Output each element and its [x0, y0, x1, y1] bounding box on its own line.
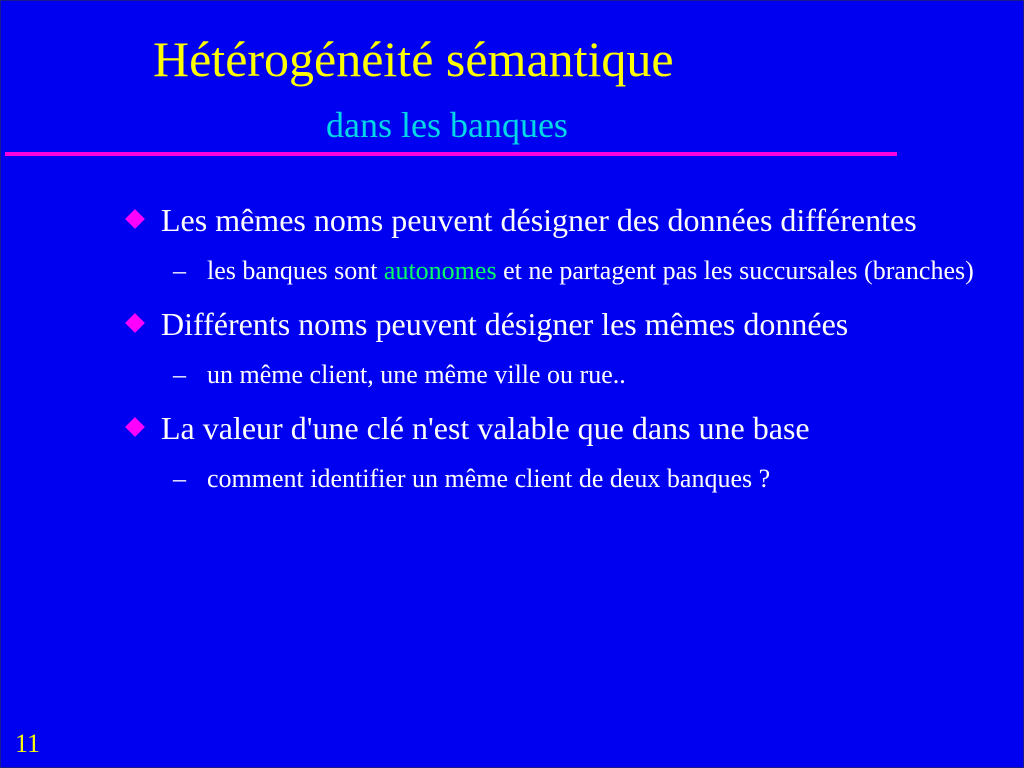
page-number: 11 — [15, 729, 41, 758]
sub-bullet-text-after: et ne partagent pas les succursales (branches) — [496, 256, 974, 285]
sub-bullet-text-before: les banques sont — [207, 256, 384, 285]
bullet-text: Les mêmes noms peuvent désigner des données différentes — [161, 202, 917, 238]
sub-bullet-text: un même client, une même ville ou rue.. — [207, 360, 626, 389]
dash-marker: – — [173, 360, 186, 389]
bullet-item-2 — [123, 301, 993, 347]
sub-bullet-1 — [123, 253, 993, 289]
highlighted-word: autonomes — [383, 256, 497, 285]
dash-marker: – — [173, 464, 186, 493]
diamond-bullet-icon — [125, 313, 145, 333]
diamond-bullet-icon — [125, 417, 145, 437]
slide-subtitle: dans les banques — [326, 105, 568, 145]
bullet-text: La valeur d'une clé n'est valable que dans une base — [161, 410, 810, 446]
sub-bullet-3 — [123, 461, 993, 497]
slide-title: Hétérogénéité sémantique — [153, 31, 674, 87]
dash-marker: – — [173, 256, 186, 285]
title-divider — [5, 152, 897, 156]
sub-bullet-2 — [123, 357, 993, 393]
diamond-bullet-icon — [125, 209, 145, 229]
bullet-list — [123, 197, 993, 497]
bullet-item-3 — [123, 405, 993, 451]
bullet-item-1 — [123, 197, 993, 243]
sub-bullet-text: comment identifier un même client de deux banques ? — [207, 464, 771, 493]
bullet-text: Différents noms peuvent désigner les mêmes données — [161, 306, 849, 342]
